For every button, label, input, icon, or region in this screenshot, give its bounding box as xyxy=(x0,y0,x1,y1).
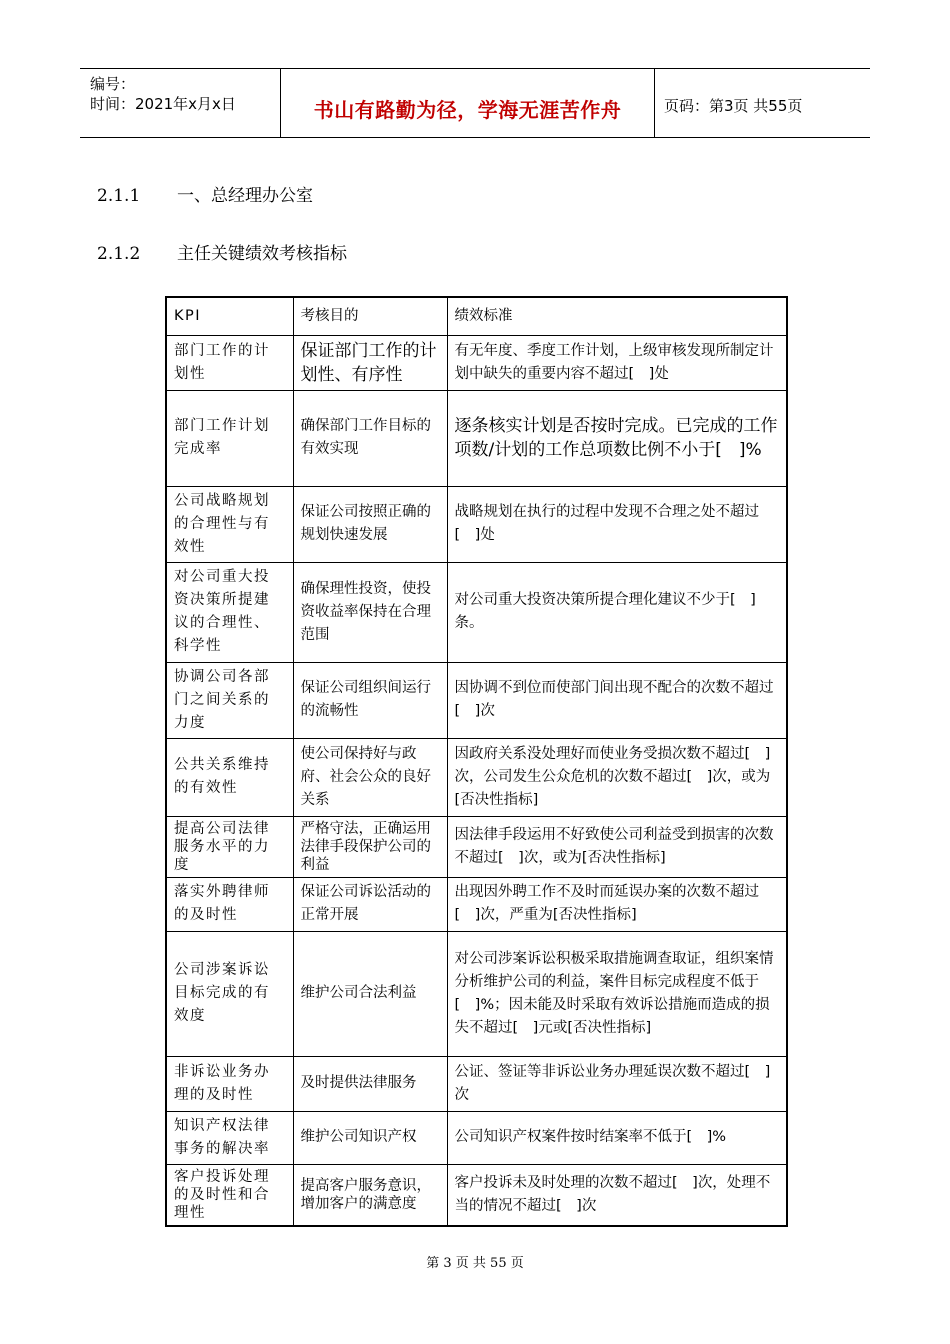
purpose-cell: 保证公司按照正确的规划快速发展 xyxy=(293,486,447,562)
standard-cell: 对公司涉案诉讼积极采取措施调查取证，组织案情分析维护公司的利益，案件目标完成程度不低于[ ]%；因未能及时采取有效诉讼措施而造成的损失不超过[ ]元或[否决性指标] xyxy=(447,931,787,1056)
purpose-cell: 保证公司组织间运行的流畅性 xyxy=(293,662,447,738)
section-number: 2.1.2 xyxy=(97,244,141,264)
kpi-cell: 知识产权法律事务的解决率 xyxy=(166,1111,293,1164)
purpose-cell: 确保理性投资，使投资收益率保持在合理范围 xyxy=(293,562,447,662)
kpi-cell: 公共关系维持的有效性 xyxy=(166,738,293,816)
header-page-cell xyxy=(654,69,870,137)
table-row xyxy=(166,931,787,1056)
kpi-cell: 协调公司各部门之间关系的力度 xyxy=(166,662,293,738)
document-number-label: 编号： xyxy=(90,75,136,93)
kpi-cell: 对公司重大投资决策所提建议的合理性、科学性 xyxy=(166,562,293,662)
kpi-cell: 落实外聘律师的及时性 xyxy=(166,877,293,931)
table-header-row xyxy=(166,297,787,335)
kpi-cell: 提高公司法律服务水平的力度 xyxy=(166,816,293,877)
kpi-cell: 公司涉案诉讼目标完成的有效度 xyxy=(166,931,293,1056)
purpose-cell: 维护公司知识产权 xyxy=(293,1111,447,1164)
purpose-cell: 严格守法，正确运用法律手段保护公司的利益 xyxy=(293,816,447,877)
header-motto-cell xyxy=(280,69,655,137)
standard-cell: 因政府关系没处理好而使业务受损次数不超过[ ]次，公司发生公众危机的次数不超过[ ]次，或为[否决性指标] xyxy=(447,738,787,816)
kpi-cell: 客户投诉处理的及时性和合理性 xyxy=(166,1164,293,1226)
purpose-cell: 及时提供法律服务 xyxy=(293,1056,447,1111)
standard-cell: 有无年度、季度工作计划，上级审核发现所制定计划中缺失的重要内容不超过[ ]处 xyxy=(447,335,787,390)
header-page-info: 页码：第3页 共55页 xyxy=(664,97,803,115)
purpose-cell: 保证公司诉讼活动的正常开展 xyxy=(293,877,447,931)
table-row xyxy=(166,738,787,816)
kpi-cell: 部门工作计划完成率 xyxy=(166,390,293,486)
header-motto: 书山有路勤为径，学海无涯苦作舟 xyxy=(313,98,622,122)
purpose-cell: 使公司保持好与政府、社会公众的良好关系 xyxy=(293,738,447,816)
table-row xyxy=(166,1164,787,1226)
standard-cell: 因协调不到位而使部门间出现不配合的次数不超过[ ]次 xyxy=(447,662,787,738)
table-row xyxy=(166,486,787,562)
table-row xyxy=(166,877,787,931)
standard-cell: 公司知识产权案件按时结案率不低于[ ]% xyxy=(447,1111,787,1164)
column-header-purpose: 考核目的 xyxy=(293,297,447,335)
kpi-table xyxy=(165,296,788,1227)
standard-cell: 对公司重大投资决策所提合理化建议不少于[ ]条。 xyxy=(447,562,787,662)
table-row xyxy=(166,1111,787,1164)
kpi-cell: 公司战略规划的合理性与有效性 xyxy=(166,486,293,562)
document-date: 时间：2021年x月x日 xyxy=(90,95,236,113)
standard-cell: 公证、签证等非诉讼业务办理延误次数不超过[ ]次 xyxy=(447,1056,787,1111)
table-row xyxy=(166,816,787,877)
table-row xyxy=(166,662,787,738)
section-title: 主任关键绩效考核指标 xyxy=(177,244,347,264)
purpose-cell: 提高客户服务意识，增加客户的满意度 xyxy=(293,1164,447,1226)
kpi-cell: 非诉讼业务办理的及时性 xyxy=(166,1056,293,1111)
header-meta-cell xyxy=(80,69,280,137)
kpi-cell: 部门工作的计划性 xyxy=(166,335,293,390)
purpose-cell: 维护公司合法利益 xyxy=(293,931,447,1056)
table-row xyxy=(166,335,787,390)
table-row xyxy=(166,390,787,486)
table-row xyxy=(166,562,787,662)
section-number: 2.1.1 xyxy=(97,186,141,206)
column-header-standard: 绩效标准 xyxy=(447,297,787,335)
page-header xyxy=(80,68,870,138)
purpose-cell: 保证部门工作的计划性、有序性 xyxy=(293,335,447,390)
section-heading-2-1-1 xyxy=(97,181,313,206)
table-row xyxy=(166,1056,787,1111)
standard-cell: 战略规划在执行的过程中发现不合理之处不超过[ ]处 xyxy=(447,486,787,562)
standard-cell: 客户投诉未及时处理的次数不超过[ ]次，处理不当的情况不超过[ ]次 xyxy=(447,1164,787,1226)
purpose-cell: 确保部门工作目标的有效实现 xyxy=(293,390,447,486)
section-title: 一、总经理办公室 xyxy=(177,186,313,206)
column-header-kpi: KPI xyxy=(166,297,293,335)
page-footer: 第 3 页 共 55 页 xyxy=(426,1256,524,1271)
standard-cell: 逐条核实计划是否按时完成。已完成的工作项数/计划的工作总项数比例不小于[ ]% xyxy=(447,390,787,486)
standard-cell: 因法律手段运用不好致使公司利益受到损害的次数不超过[ ]次，或为[否决性指标] xyxy=(447,816,787,877)
standard-cell: 出现因外聘工作不及时而延误办案的次数不超过[ ]次，严重为[否决性指标] xyxy=(447,877,787,931)
section-heading-2-1-2 xyxy=(97,239,347,264)
